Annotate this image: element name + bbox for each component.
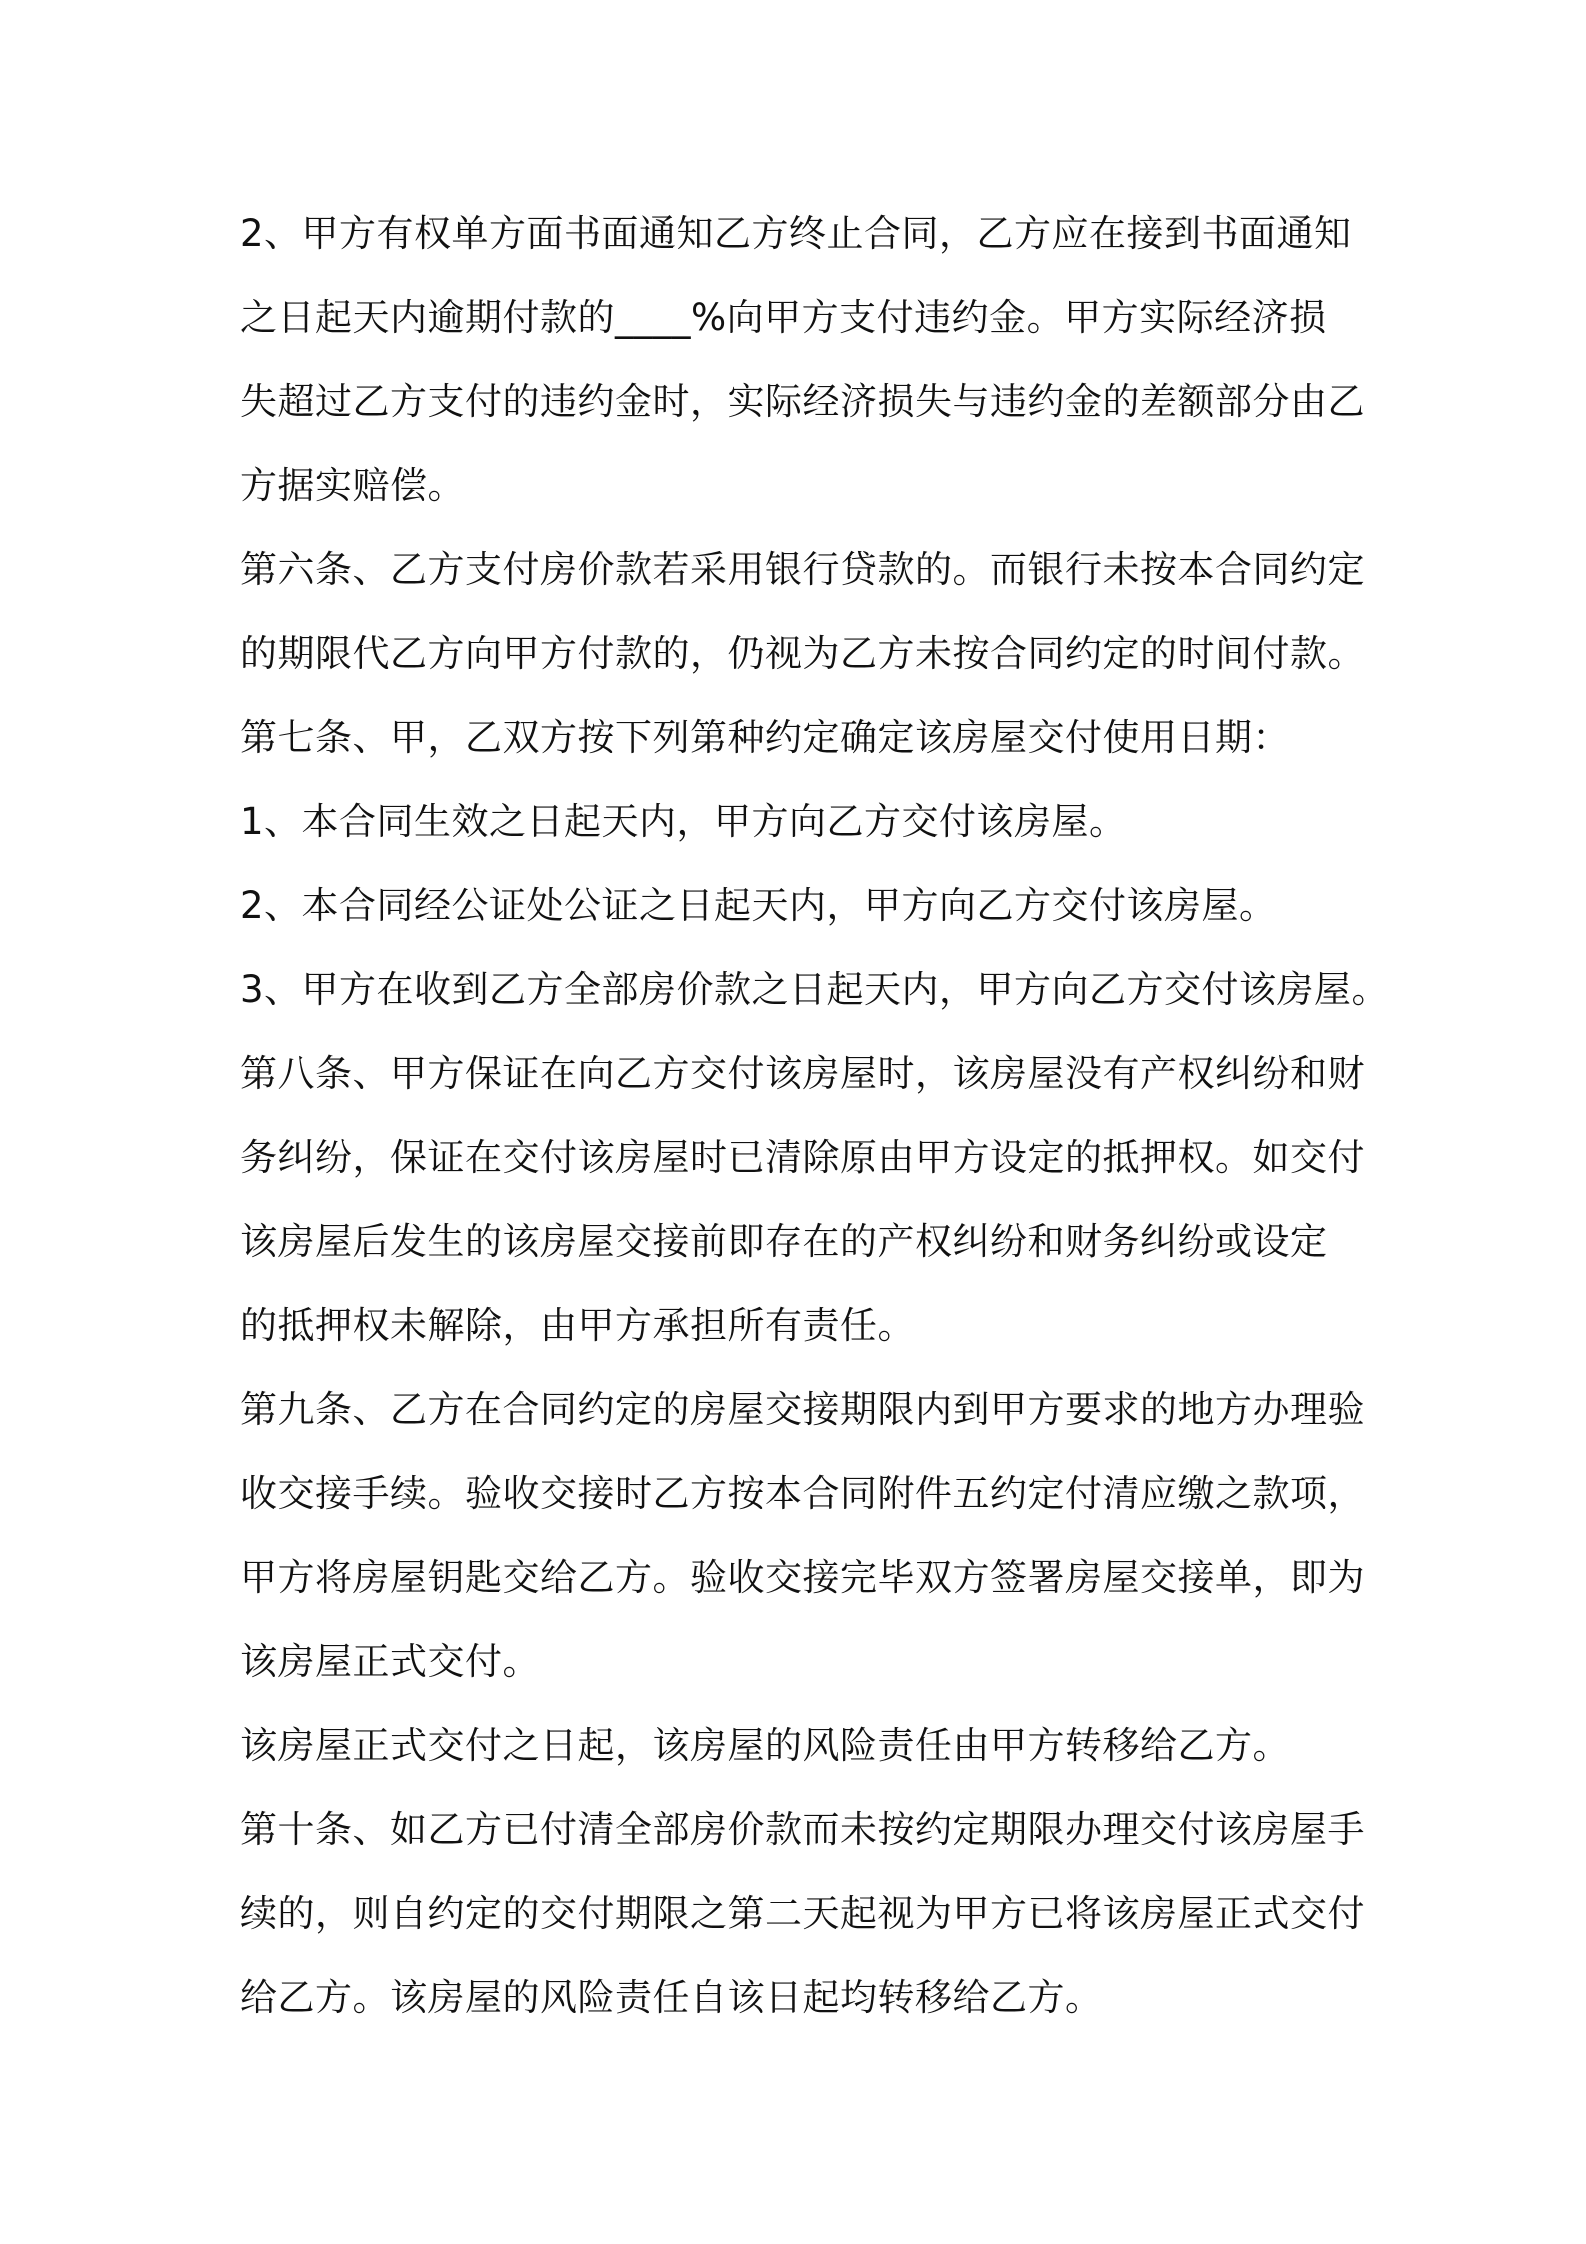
text-line: 3、甲方在收到乙方全部房价款之日起天内，甲方向乙方交付该房屋。 — [240, 968, 1390, 1011]
text-line: 失超过乙方支付的违约金时，实际经济损失与违约金的差额部分由乙 — [240, 380, 1365, 423]
text-line: 续的，则自约定的交付期限之第二天起视为甲方已将该房屋正式交付 — [240, 1892, 1365, 1935]
text-line: 第七条、甲，乙双方按下列第种约定确定该房屋交付使用日期： — [240, 716, 1290, 759]
text-line: 2、本合同经公证处公证之日起天内，甲方向乙方交付该房屋。 — [240, 884, 1277, 927]
document-page — [240, 192, 1390, 2040]
text-line: 的期限代乙方向甲方付款的，仍视为乙方未按合同约定的时间付款。 — [240, 632, 1365, 675]
text-line: 第九条、乙方在合同约定的房屋交接期限内到甲方要求的地方办理验 — [240, 1388, 1365, 1431]
text-line: 第十条、如乙方已付清全部房价款而未按约定期限办理交付该房屋手 — [240, 1808, 1365, 1851]
text-line: 的抵押权未解除，由甲方承担所有责任。 — [240, 1304, 915, 1347]
text-line: 第六条、乙方支付房价款若采用银行贷款的。而银行未按本合同约定 — [240, 548, 1365, 591]
text-line: 之日起天内逾期付款的____%向甲方支付违约金。甲方实际经济损 — [240, 296, 1327, 339]
text-line: 收交接手续。验收交接时乙方按本合同附件五约定付清应缴之款项， — [240, 1472, 1365, 1515]
text-line: 甲方将房屋钥匙交给乙方。验收交接完毕双方签署房屋交接单，即为 — [240, 1556, 1365, 1599]
text-line: 2、甲方有权单方面书面通知乙方终止合同，乙方应在接到书面通知 — [240, 212, 1352, 255]
text-line: 该房屋后发生的该房屋交接前即存在的产权纠纷和财务纠纷或设定 — [240, 1220, 1328, 1263]
text-line: 务纠纷，保证在交付该房屋时已清除原由甲方设定的抵押权。如交付 — [240, 1136, 1365, 1179]
text-line: 给乙方。该房屋的风险责任自该日起均转移给乙方。 — [240, 1976, 1103, 2019]
text-line: 方据实赔偿。 — [240, 464, 465, 507]
text-line: 1、本合同生效之日起天内，甲方向乙方交付该房屋。 — [240, 800, 1127, 843]
text-line: 第八条、甲方保证在向乙方交付该房屋时，该房屋没有产权纠纷和财 — [240, 1052, 1365, 1095]
text-line: 该房屋正式交付。 — [240, 1640, 540, 1683]
text-line: 该房屋正式交付之日起，该房屋的风险责任由甲方转移给乙方。 — [240, 1724, 1290, 1767]
